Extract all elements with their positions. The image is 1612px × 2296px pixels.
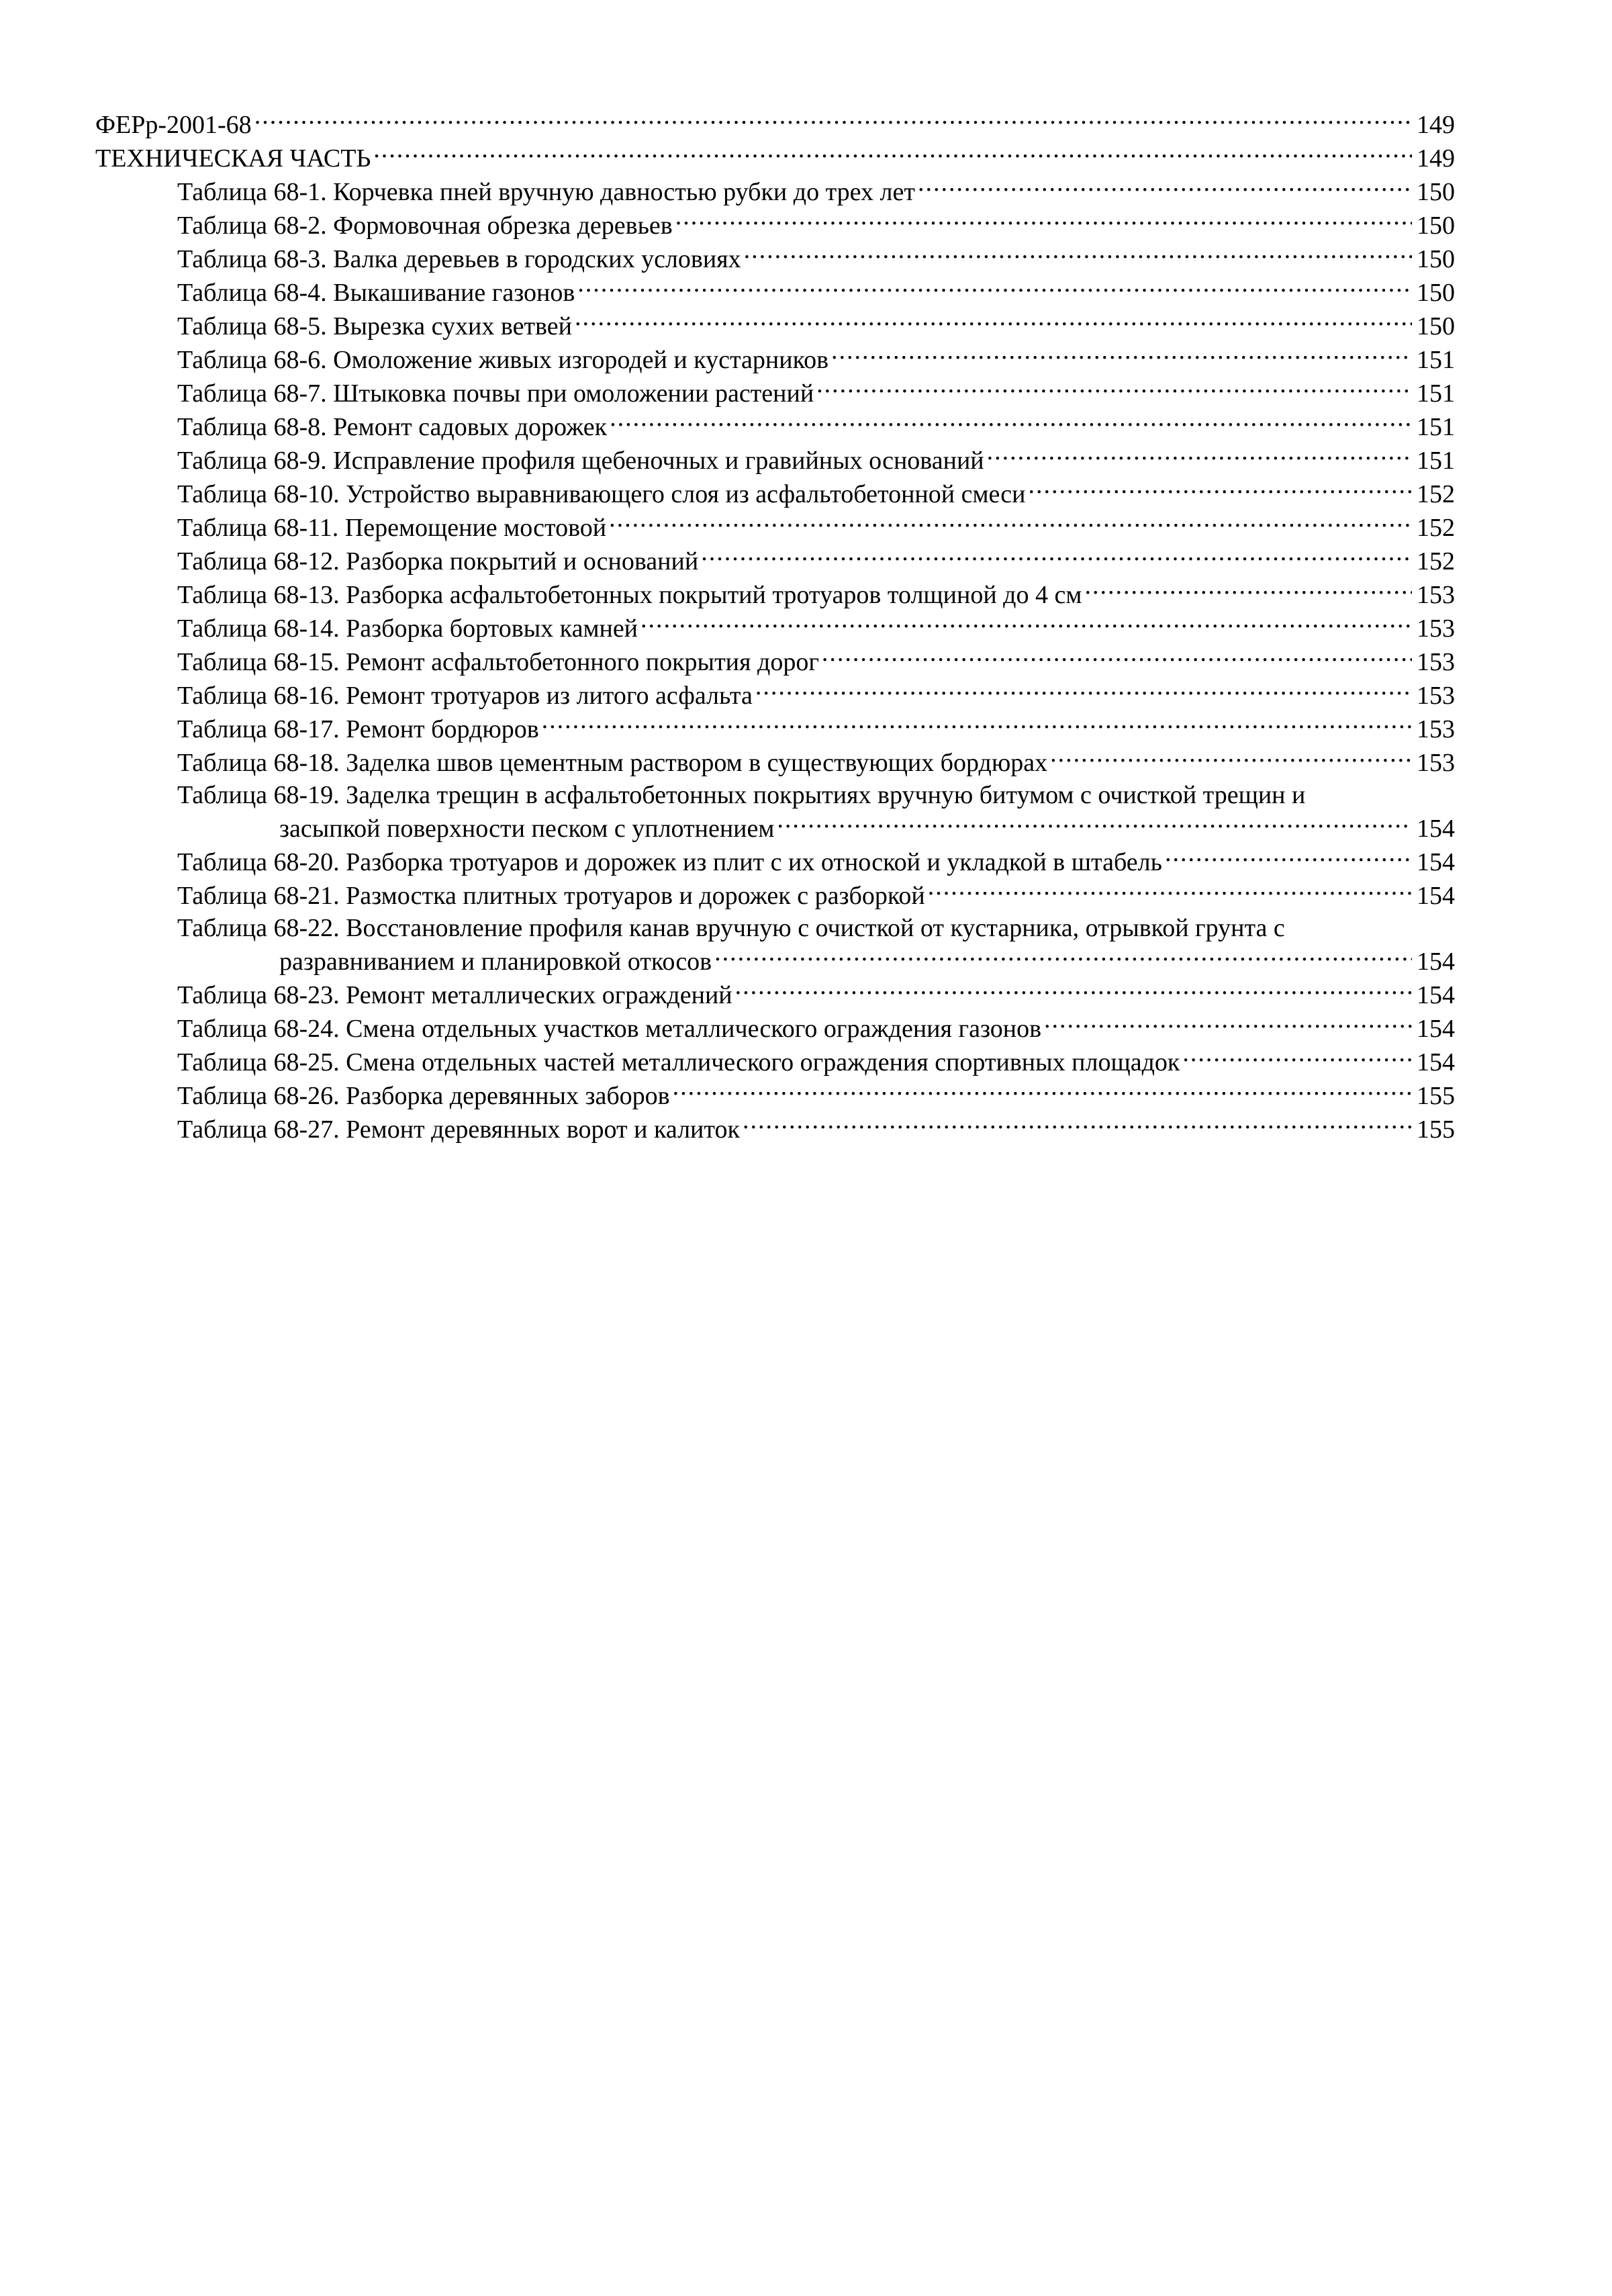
toc-dot-leader <box>542 712 1412 737</box>
toc-dot-leader <box>777 811 1412 837</box>
toc-entry-title-continued: разравниванием и планировкой откосов <box>279 948 712 976</box>
toc-entry-title: Таблица 68-1. Корчевка пней вручную давностью рубки до трех лет <box>177 178 915 206</box>
toc-entry-title: Таблица 68-17. Ремонт бордюров <box>177 715 539 743</box>
toc-entry-title: Таблица 68-2. Формовочная обрезка деревьев <box>177 212 673 240</box>
toc-entry[interactable] <box>95 578 1455 611</box>
toc-entry-title-continued: засыпкой поверхности песком с уплотнением <box>279 815 775 843</box>
toc-dot-leader <box>755 678 1412 704</box>
toc-entry-page: 155 <box>1417 1115 1455 1144</box>
toc-dot-leader <box>928 878 1412 904</box>
toc-entry-title: Таблица 68-19. Заделка трещин в асфальтобетонных покрытиях вручную битумом с очисткой трещин и <box>177 781 1306 809</box>
toc-entry-page: 150 <box>1417 178 1455 206</box>
toc-dot-leader <box>1084 578 1412 603</box>
toc-entry-title: Таблица 68-24. Смена отдельных участков металлического ограждения газонов <box>177 1015 1042 1043</box>
toc-dot-leader <box>1050 745 1412 771</box>
toc-entry-page: 153 <box>1417 581 1455 609</box>
toc-dot-leader <box>816 376 1412 402</box>
toc-entry-continuation <box>177 944 1455 978</box>
toc-dot-leader <box>743 1112 1412 1138</box>
toc-entry-page: 154 <box>1417 1015 1455 1043</box>
toc-entry-title: Таблица 68-11. Перемощение мостовой <box>177 514 607 542</box>
toc-entry-title: Таблица 68-21. Размостка плитных тротуаров и дорожек с разборкой <box>177 882 925 910</box>
toc-entry[interactable] <box>95 410 1455 443</box>
toc-entry-page: 153 <box>1417 715 1455 743</box>
toc-entry-continuation <box>177 811 1455 845</box>
toc-entry[interactable] <box>95 745 1455 779</box>
toc-entry-page: 152 <box>1417 480 1455 508</box>
toc-entry-title: Таблица 68-9. Исправление профиля щебеночных и гравийных оснований <box>177 447 984 475</box>
toc-dot-leader <box>831 342 1412 368</box>
toc-entry-page: 152 <box>1417 514 1455 542</box>
toc-entry-page: 151 <box>1417 447 1455 475</box>
toc-dot-leader <box>675 208 1412 234</box>
toc-dot-leader <box>609 510 1412 536</box>
toc-entry[interactable] <box>95 845 1455 878</box>
toc-entry[interactable] <box>95 477 1455 510</box>
toc-entry-title: Таблица 68-22. Восстановление профиля канав вручную с очисткой от кустарника, отрывкой грунта с <box>177 914 1285 942</box>
toc-dot-leader <box>577 275 1412 301</box>
toc-entry[interactable] <box>95 1112 1455 1146</box>
toc-entry-title: Таблица 68-13. Разборка асфальтобетонных покрытий тротуаров толщиной до 4 см <box>177 581 1082 609</box>
toc-entry[interactable] <box>95 678 1455 712</box>
toc-entry[interactable] <box>95 107 1455 141</box>
toc-entry[interactable] <box>95 1078 1455 1112</box>
table-of-contents <box>95 107 1455 1146</box>
toc-dot-leader <box>1182 1045 1412 1070</box>
toc-dot-leader <box>822 645 1412 670</box>
toc-dot-leader <box>641 611 1412 637</box>
toc-dot-leader <box>1029 477 1413 502</box>
toc-entry-page: 150 <box>1417 212 1455 240</box>
toc-entry[interactable] <box>95 645 1455 678</box>
toc-dot-leader <box>575 309 1412 334</box>
toc-entry-title: ФЕРр-2001-68 <box>95 111 252 139</box>
toc-entry-title: Таблица 68-26. Разборка деревянных заборов <box>177 1082 670 1110</box>
toc-entry[interactable] <box>95 544 1455 578</box>
toc-entry-title: Таблица 68-14. Разборка бортовых камней <box>177 614 638 643</box>
toc-dot-leader <box>714 944 1412 970</box>
toc-entry-page: 149 <box>1417 144 1455 173</box>
toc-entry-title: Таблица 68-25. Смена отдельных частей металлического ограждения спортивных площадок <box>177 1048 1180 1076</box>
toc-entry[interactable] <box>95 611 1455 645</box>
toc-entry-page: 153 <box>1417 614 1455 643</box>
toc-dot-leader <box>1165 845 1412 870</box>
toc-entry-title: ТЕХНИЧЕСКАЯ ЧАСТЬ <box>95 144 371 173</box>
toc-dot-leader <box>744 242 1412 267</box>
toc-entry[interactable] <box>95 208 1455 242</box>
toc-entry[interactable] <box>95 912 1455 978</box>
toc-entry-page: 154 <box>1417 815 1455 843</box>
toc-dot-leader <box>673 1078 1412 1104</box>
toc-entry-title: Таблица 68-16. Ремонт тротуаров из литого асфальта <box>177 682 753 710</box>
toc-entry-title: Таблица 68-12. Разборка покрытий и оснований <box>177 547 699 576</box>
toc-entry-page: 154 <box>1417 981 1455 1009</box>
toc-entry-page: 152 <box>1417 547 1455 576</box>
toc-entry-title: Таблица 68-8. Ремонт садовых дорожек <box>177 413 608 441</box>
toc-dot-leader <box>701 544 1412 569</box>
toc-entry[interactable] <box>95 242 1455 275</box>
toc-entry-title: Таблица 68-23. Ремонт металлических ограждений <box>177 981 732 1009</box>
toc-entry-title: Таблица 68-15. Ремонт асфальтобетонного покрытия дорог <box>177 648 819 676</box>
toc-dot-leader <box>735 978 1412 1003</box>
toc-entry[interactable] <box>95 175 1455 208</box>
toc-entry[interactable] <box>95 309 1455 342</box>
toc-entry[interactable] <box>95 376 1455 410</box>
toc-dot-leader <box>373 141 1412 167</box>
toc-entry-page: 153 <box>1417 648 1455 676</box>
toc-entry[interactable] <box>95 878 1455 912</box>
toc-entry-title: Таблица 68-18. Заделка швов цементным раствором в существующих бордюрах <box>177 749 1048 777</box>
toc-entry-page: 154 <box>1417 848 1455 876</box>
toc-entry[interactable] <box>95 779 1455 845</box>
toc-dot-leader <box>1044 1011 1412 1037</box>
toc-entry-title: Таблица 68-6. Омоложение живых изгородей и кустарников <box>177 346 829 374</box>
toc-entry-title: Таблица 68-4. Выкашивание газонов <box>177 279 575 307</box>
toc-entry-title: Таблица 68-5. Вырезка сухих ветвей <box>177 312 572 340</box>
toc-entry-page: 154 <box>1417 948 1455 976</box>
toc-entry[interactable] <box>95 1011 1455 1045</box>
toc-entry-title: Таблица 68-3. Валка деревьев в городских условиях <box>177 245 741 273</box>
toc-entry-page: 149 <box>1417 111 1455 139</box>
toc-dot-leader <box>918 175 1412 200</box>
toc-entry-page: 153 <box>1417 749 1455 777</box>
toc-dot-leader <box>254 107 1412 133</box>
toc-entry-page: 153 <box>1417 682 1455 710</box>
toc-entry-title: Таблица 68-27. Ремонт деревянных ворот и калиток <box>177 1115 740 1144</box>
toc-entry-page: 151 <box>1417 379 1455 408</box>
toc-entry-title: Таблица 68-7. Штыковка почвы при омоложении растений <box>177 379 814 408</box>
toc-entry[interactable] <box>95 141 1455 175</box>
toc-entry[interactable] <box>95 978 1455 1011</box>
toc-dot-leader <box>987 443 1412 469</box>
toc-entry-page: 150 <box>1417 245 1455 273</box>
toc-entry[interactable] <box>95 510 1455 544</box>
toc-entry[interactable] <box>95 1045 1455 1078</box>
toc-entry[interactable] <box>95 342 1455 376</box>
toc-dot-leader <box>610 410 1412 435</box>
toc-entry-page: 154 <box>1417 1048 1455 1076</box>
toc-entry-page: 151 <box>1417 346 1455 374</box>
toc-entry-page: 155 <box>1417 1082 1455 1110</box>
toc-entry-page: 154 <box>1417 882 1455 910</box>
toc-entry[interactable] <box>95 443 1455 477</box>
toc-entry-title: Таблица 68-20. Разборка тротуаров и дорожек из плит с их отноской и укладкой в штабель <box>177 848 1162 876</box>
toc-entry-page: 150 <box>1417 312 1455 340</box>
toc-entry-title: Таблица 68-10. Устройство выравнивающего слоя из асфальтобетонной смеси <box>177 480 1026 508</box>
toc-entry-page: 150 <box>1417 279 1455 307</box>
toc-entry[interactable] <box>95 275 1455 309</box>
toc-entry-page: 151 <box>1417 413 1455 441</box>
toc-entry[interactable] <box>95 712 1455 745</box>
